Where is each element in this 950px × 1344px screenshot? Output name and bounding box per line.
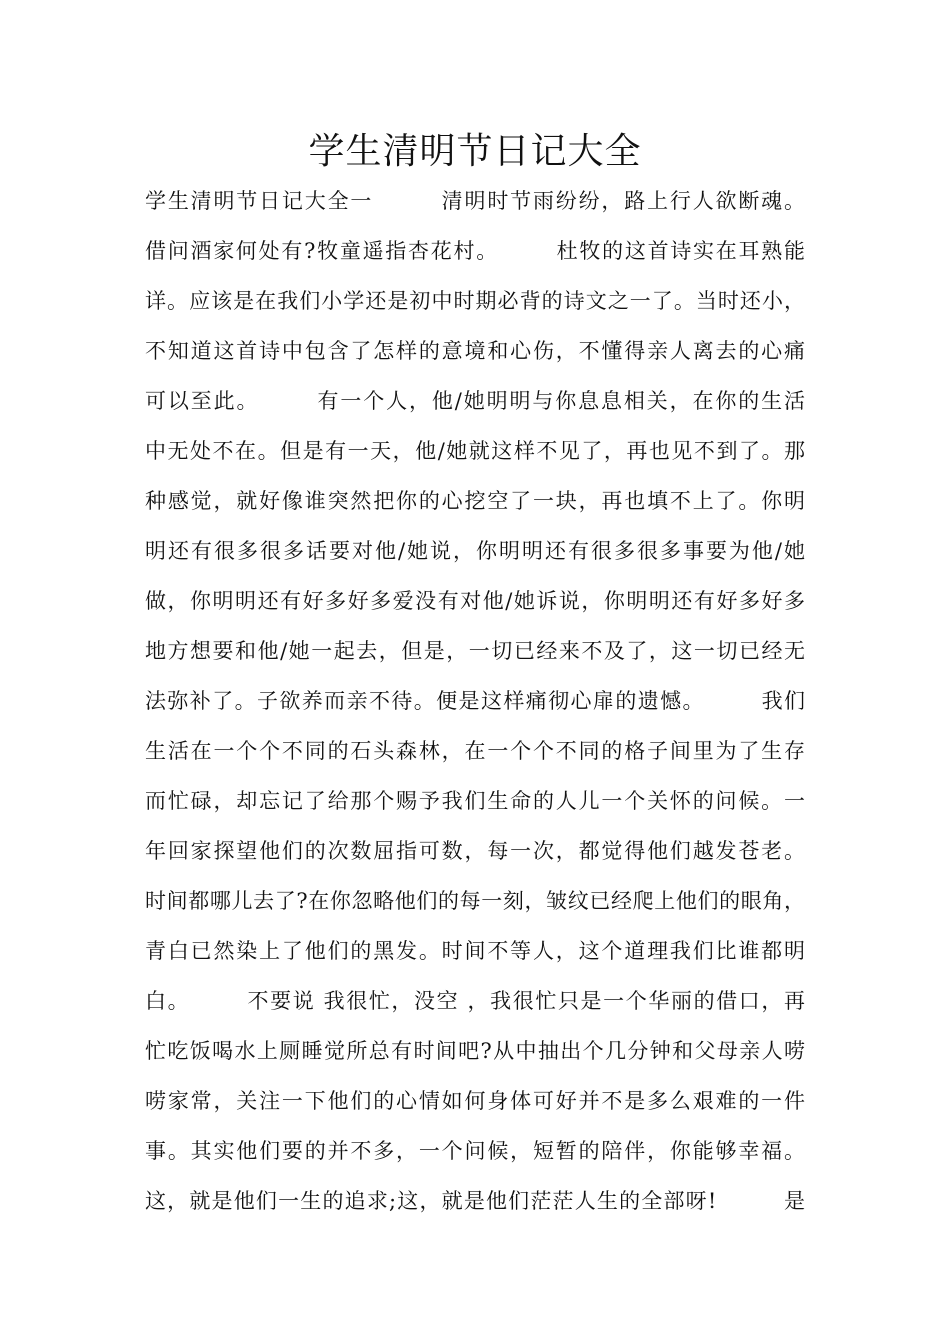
text-line: 年回家探望他们的次数屈指可数，每一次，都觉得他们越发苍老。 (145, 839, 805, 863)
text-line: 不知道这首诗中包含了怎样的意境和心伤，不懂得亲人离去的心痛 (145, 339, 805, 363)
text-line: 明还有很多很多话要对他/她说，你明明还有很多很多事要为他/她 (145, 539, 805, 563)
text-line: 忙吃饭喝水上厕睡觉所总有时间吧?从中抽出个几分钟和父母亲人唠 (145, 1039, 805, 1063)
text-line: 事。其实他们要的并不多，一个问候，短暂的陪伴，你能够幸福。 (145, 1139, 805, 1163)
text-line: 唠家常，关注一下他们的心情如何身体可好并不是多么艰难的一件 (145, 1089, 805, 1113)
text-line: 可以至此。 有一个人，他/她明明与你息息相关，在你的生活 (145, 389, 805, 413)
text-line: 生活在一个个不同的石头森林，在一个个不同的格子间里为了生存 (145, 739, 805, 763)
text-line: 青白已然染上了他们的黑发。时间不等人，这个道理我们比谁都明 (145, 939, 805, 963)
text-line: 详。应该是在我们小学还是初中时期必背的诗文之一了。当时还小， (145, 289, 805, 313)
text-line: 学生清明节日记大全一 清明时节雨纷纷，路上行人欲断魂。 (145, 189, 805, 213)
text-line: 中无处不在。但是有一天，他/她就这样不见了，再也见不到了。那 (145, 439, 805, 463)
document-title: 学生清明节日记大全 (308, 131, 642, 172)
text-line: 白。 不要说 我很忙，没空 ，我很忙只是一个华丽的借口，再 (145, 989, 805, 1013)
text-line: 而忙碌，却忘记了给那个赐予我们生命的人儿一个关怀的问候。一 (145, 789, 805, 813)
text-line: 做，你明明还有好多好多爱没有对他/她诉说，你明明还有好多好多 (145, 589, 805, 613)
text-line: 地方想要和他/她一起去，但是，一切已经来不及了，这一切已经无 (145, 639, 805, 663)
text-line: 这，就是他们一生的追求;这，就是他们茫茫人生的全部呀! 是 (145, 1189, 805, 1213)
text-line: 时间都哪儿去了?在你忽略他们的每一刻，皱纹已经爬上他们的眼角， (145, 889, 805, 913)
text-line: 法弥补了。子欲养而亲不待。便是这样痛彻心扉的遗憾。 我们 (145, 689, 805, 713)
text-line: 借问酒家何处有?牧童遥指杏花村。 杜牧的这首诗实在耳熟能 (145, 239, 805, 263)
text-line: 种感觉，就好像谁突然把你的心挖空了一块，再也填不上了。你明 (145, 489, 805, 513)
